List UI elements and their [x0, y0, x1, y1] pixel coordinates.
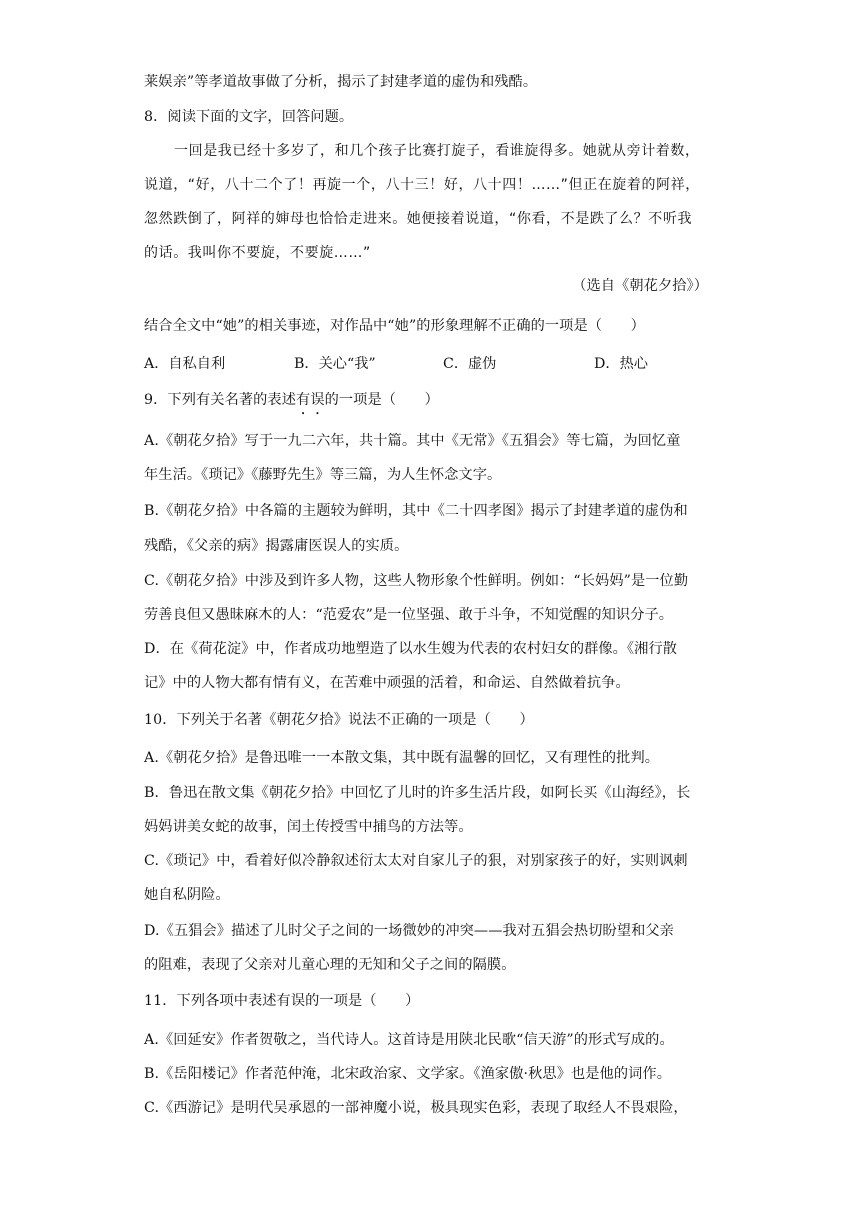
continuation-text: 莱娱亲”等孝道故事做了分析，揭示了封建孝道的虚伪和残酷。: [144, 74, 538, 90]
q11-stem: 11．下列各项中表述有误的一项是（ ）: [144, 993, 420, 1009]
q10-option-line: 妈妈讲美女蛇的故事，闰土传授雪中捕鸟的方法等。: [144, 819, 473, 835]
q9-stem-text: 的一项是（ ）: [324, 392, 439, 408]
q8-option-c: C．虚伪: [443, 356, 497, 372]
q8-passage-line: 忽然跌倒了，阿祥的婶母也恰恰走进来。她便接着说道，“你看，不是跌了么？不听我: [144, 211, 693, 227]
q8-passage-line: 一回是我已经十多岁了，和几个孩子比赛打旋子，看谁旋得多。她就从旁计着数，: [174, 143, 700, 159]
q9-option-line: B.《朝花夕拾》中各篇的主题较为鲜明，其中《二十四孝图》揭示了封建孝道的虚伪和: [144, 503, 688, 519]
q8-option-a: A．自私自利: [144, 356, 226, 372]
q8-passage-line: 说道，“好，八十二个了！再旋一个，八十三！好，八十四！……”但正在旋着的阿祥，: [144, 177, 700, 193]
q9-option-line: 记》中的人物大都有情有义，在苦难中顽强的活着，和命运、自然做着抗争。: [144, 675, 630, 691]
q8-source: （选自《朝花夕拾》）: [572, 278, 708, 294]
q9-option-line: 残酷，《父亲的病》揭露庸医误人的实质。: [144, 538, 409, 554]
q9-option-line: C.《朝花夕拾》中涉及到许多人物，这些人物形象个性鲜明。例如：“长妈妈”是一位勤: [144, 573, 689, 589]
q10-option-line: D.《五猖会》描述了儿时父子之间的一场微妙的冲突——我对五猖会热切盼望和父亲: [144, 923, 674, 939]
q8-option-b: B．关心“我”: [294, 356, 376, 372]
q11-option-line: A.《回延安》作者贺敬之，当代诗人。这首诗是用陕北民歌“信天游”的形式写成的。: [144, 1032, 674, 1048]
q10-stem: 10．下列关于名著《朝花夕拾》说法不正确的一项是（ ）: [144, 712, 534, 728]
q9-emphasis-char: 误: [310, 392, 325, 408]
q10-option-line: 的阻难，表现了父亲对儿童心理的无知和父子之间的隔膜。: [144, 957, 516, 973]
q10-option-line: B．鲁迅在散文集《朝花夕拾》中回忆了儿时的许多生活片段，如阿长买《山海经》，长: [144, 785, 691, 801]
q9-emphasis-char: 有: [296, 392, 311, 408]
q10-option-line: A.《朝花夕拾》是鲁迅唯一一本散文集，其中既有温馨的回忆，又有理性的批判。: [144, 750, 660, 766]
q11-option-line: B.《岳阳楼记》作者范仲淹，北宋政治家、文学家。《渔家傲·秋思》也是他的词作。: [144, 1066, 671, 1082]
q9-option-line: 年生活。《琐记》《藤野先生》等三篇，为人生怀念文字。: [144, 467, 502, 483]
q10-option-line: C.《琐记》中，看着好似冷静叙述衍太太对自家儿子的狠，对别家孩子的好，实则讽刺: [144, 853, 688, 869]
q9-stem-text: 9．下列有关名著的表述: [144, 392, 297, 408]
q8-stem: 8．阅读下面的文字，回答问题。: [144, 109, 354, 125]
q9-option-line: D．在《荷花淀》中，作者成功地塑造了以水生嫂为代表的农村妇女的群像。《湘行散: [144, 641, 678, 657]
q10-option-line: 她自私阴险。: [144, 887, 230, 903]
q9-stem: [144, 390, 439, 410]
q8-passage-line: 的话。我叫你不要旋，不要旋……”: [144, 245, 371, 261]
q8-question: 结合全文中“她”的相关事迹，对作品中“她”的形象理解不正确的一项是（ ）: [144, 318, 645, 334]
q8-option-d: D．热心: [594, 356, 648, 372]
q11-option-line: C.《西游记》是明代吴承恩的一部神魔小说，极具现实色彩，表现了取经人不畏艰险，: [144, 1100, 688, 1116]
q9-option-line: 劳善良但又愚昧麻木的人：“范爱农”是一位坚强、敢于斗争，不知觉醒的知识分子。: [144, 607, 674, 623]
q9-option-line: A.《朝花夕拾》写于一九二六年，共十篇。其中《无常》《五猖会》等七篇，为回忆童: [144, 433, 681, 449]
